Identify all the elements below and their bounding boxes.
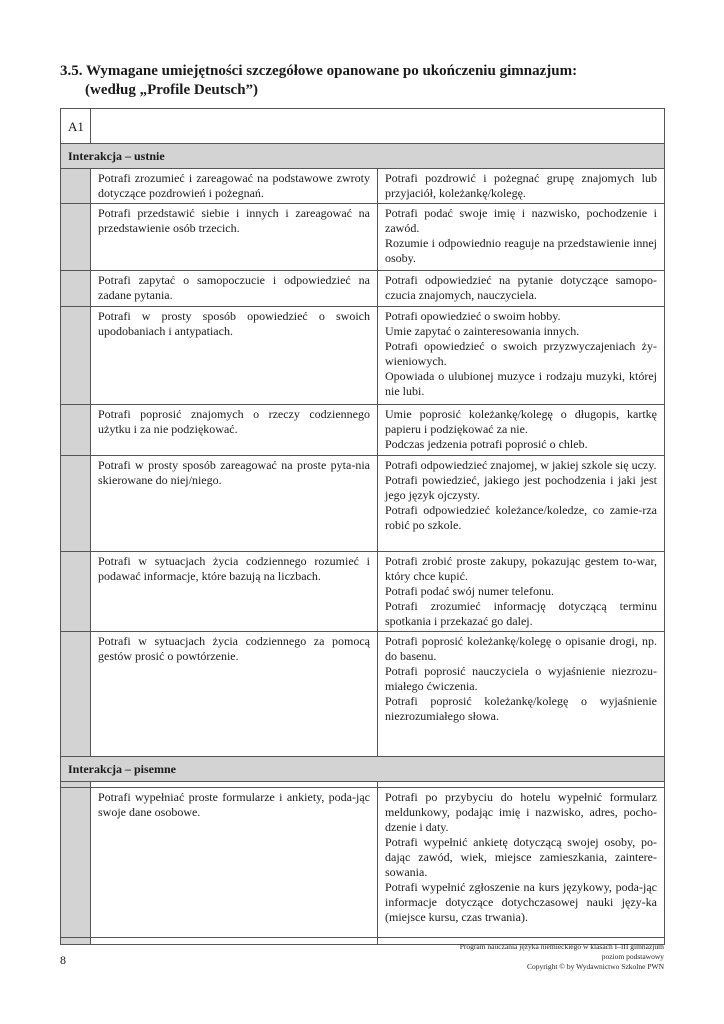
level-empty-cell bbox=[91, 109, 665, 144]
example-line: Potrafi wypełnić ankietę dotyczącą swojej osoby, po-dając zawód, wiek, miejsce zamieszkania, zaintere-sowania. bbox=[385, 835, 657, 879]
examples-cell bbox=[378, 204, 665, 271]
skill-cell: Potrafi wypełniać proste formularze i ankiety, poda-jąc swoje dane osobowe. bbox=[91, 788, 378, 945]
section-header-oral bbox=[61, 144, 665, 169]
example-line: Potrafi pozdrowić i pożegnać grupę znajomych lub przyjaciół, koleżankę/kolegę. bbox=[385, 171, 657, 200]
example-line: Potrafi opowiedzieć o swoich przyzwyczajeniach ży-wieniowych. bbox=[385, 339, 657, 368]
example-line: Potrafi poprosić nauczyciela o wyjaśnienie niezrozu-miałego ćwiczenia. bbox=[385, 664, 657, 693]
row-marker bbox=[61, 788, 91, 945]
example-line: Potrafi odpowiedzieć na pytanie dotyczące samopo-czucia znajomych, nauczyciela. bbox=[385, 273, 657, 302]
examples-cell bbox=[378, 456, 665, 552]
row-marker bbox=[61, 456, 91, 552]
examples-cell bbox=[378, 307, 665, 405]
section-header-written bbox=[61, 757, 665, 782]
examples-cell bbox=[378, 788, 665, 945]
example-line: Potrafi poprosić koleżankę/kolegę o opisanie drogi, np. do basenu. bbox=[385, 634, 657, 663]
example-line: Potrafi zrozumieć informację dotyczącą terminu spotkania i przekazać go dalej. bbox=[385, 599, 657, 628]
example-line: Potrafi zrobić proste zakupy, pokazując gestem to-war, który chce kupić. bbox=[385, 554, 657, 583]
table-row bbox=[61, 552, 665, 632]
skill-cell: Potrafi przedstawić siebie i innych i zareagować na przedstawienie osób trzecich. bbox=[91, 204, 378, 271]
example-line: Potrafi po przybyciu do hotelu wypełnić formularz meldunkowy, podając imię i nazwisko, adres, pocho-dzenie i daty. bbox=[385, 790, 657, 834]
level-row bbox=[61, 109, 665, 144]
level-label: A1 bbox=[61, 109, 91, 144]
skill-cell: Potrafi poprosić znajomych o rzeczy codziennego użytku i za nie podziękować. bbox=[91, 405, 378, 456]
table-row bbox=[61, 405, 665, 456]
example-line: Podczas jedzenia potrafi poprosić o chleb. bbox=[385, 437, 588, 451]
footer-line-1: Program nauczania języka niemieckiego w klasach I–III gimnazjum bbox=[459, 942, 664, 951]
footer-line-2: poziom podstawowy bbox=[601, 952, 664, 961]
heading-line-2: (według „Profile Deutsch”) bbox=[85, 82, 259, 98]
example-line: Potrafi odpowiedzieć znajomej, w jakiej szkole się uczy. bbox=[385, 458, 657, 472]
table-row bbox=[61, 456, 665, 552]
example-line: Umie zapytać o zainteresowania innych. bbox=[385, 324, 580, 338]
examples-cell bbox=[378, 552, 665, 632]
example-line: Potrafi poprosić koleżankę/kolegę o wyjaśnienie niezrozumiałego słowa. bbox=[385, 694, 657, 723]
footer-line-3: Copyright © by Wydawnictwo Szkolne PWN bbox=[527, 962, 664, 971]
row-marker bbox=[61, 405, 91, 456]
row-marker bbox=[61, 204, 91, 271]
skill-cell: Potrafi w prosty sposób opowiedzieć o swoich upodobaniach i antypatiach. bbox=[91, 307, 378, 405]
section-title: Interakcja – ustnie bbox=[61, 144, 665, 169]
examples-cell bbox=[378, 271, 665, 307]
table-row bbox=[61, 271, 665, 307]
example-line: Potrafi opowiedzieć o swoim hobby. bbox=[385, 309, 561, 323]
example-line: Potrafi powiedzieć, jakiego jest pochodzenia i jaki jest jego język ojczysty. bbox=[385, 473, 657, 502]
footer-divider bbox=[60, 937, 664, 938]
example-line: Potrafi podać swoje imię i nazwisko, pochodzenie i zawód. bbox=[385, 206, 657, 235]
table-row bbox=[61, 788, 665, 945]
example-line: Rozumie i odpowiednio reaguje na przedstawienie innej osoby. bbox=[385, 236, 657, 265]
skill-cell: Potrafi w sytuacjach życia codziennego rozumieć i podawać informacje, które bazują na liczbach. bbox=[91, 552, 378, 632]
row-marker bbox=[61, 169, 91, 204]
examples-cell bbox=[378, 405, 665, 456]
skill-cell: Potrafi zapytać o samopoczucie i odpowiedzieć na zadane pytania. bbox=[91, 271, 378, 307]
skills-table bbox=[60, 108, 665, 945]
footer-credits bbox=[460, 942, 664, 972]
skill-cell: Potrafi w prosty sposób zareagować na proste pyta-nia skierowane do niej/niego. bbox=[91, 456, 378, 552]
example-line: Umie poprosić koleżankę/kolegę o długopis, kartkę papieru i podziękować za nie. bbox=[385, 407, 657, 436]
table-row bbox=[61, 632, 665, 757]
skill-cell: Potrafi zrozumieć i zareagować na podstawowe zwroty dotyczące pozdrowień i pożegnań. bbox=[91, 169, 378, 204]
heading-line-1: 3.5. Wymagane umiejętności szczegółowe opanowane po ukończeniu gimnazjum: bbox=[60, 63, 578, 79]
row-marker bbox=[61, 307, 91, 405]
row-marker bbox=[61, 552, 91, 632]
examples-cell bbox=[378, 632, 665, 757]
page-number: 8 bbox=[60, 953, 66, 967]
example-line: Potrafi podać swój numer telefonu. bbox=[385, 584, 554, 598]
row-marker bbox=[61, 632, 91, 757]
row-marker bbox=[61, 271, 91, 307]
examples-cell bbox=[378, 169, 665, 204]
example-line: Potrafi wypełnić zgłoszenie na kurs językowy, poda-jąc informacje dotyczące dotychczasowej nauki języ-ka (miejsce kursu, czas trwania). bbox=[385, 880, 657, 924]
example-line: Opowiada o ulubionej muzyce i rodzaju muzyki, której nie lubi. bbox=[385, 369, 657, 398]
example-line: Potrafi odpowiedzieć koleżance/koledze, co zamie-rza robić po szkole. bbox=[385, 503, 657, 532]
table-row bbox=[61, 204, 665, 271]
skill-cell: Potrafi w sytuacjach życia codziennego za pomocą gestów prosić o powtórzenie. bbox=[91, 632, 378, 757]
section-title: Interakcja – pisemne bbox=[61, 757, 665, 782]
section-heading bbox=[60, 62, 680, 100]
table-row bbox=[61, 307, 665, 405]
table-row bbox=[61, 169, 665, 204]
